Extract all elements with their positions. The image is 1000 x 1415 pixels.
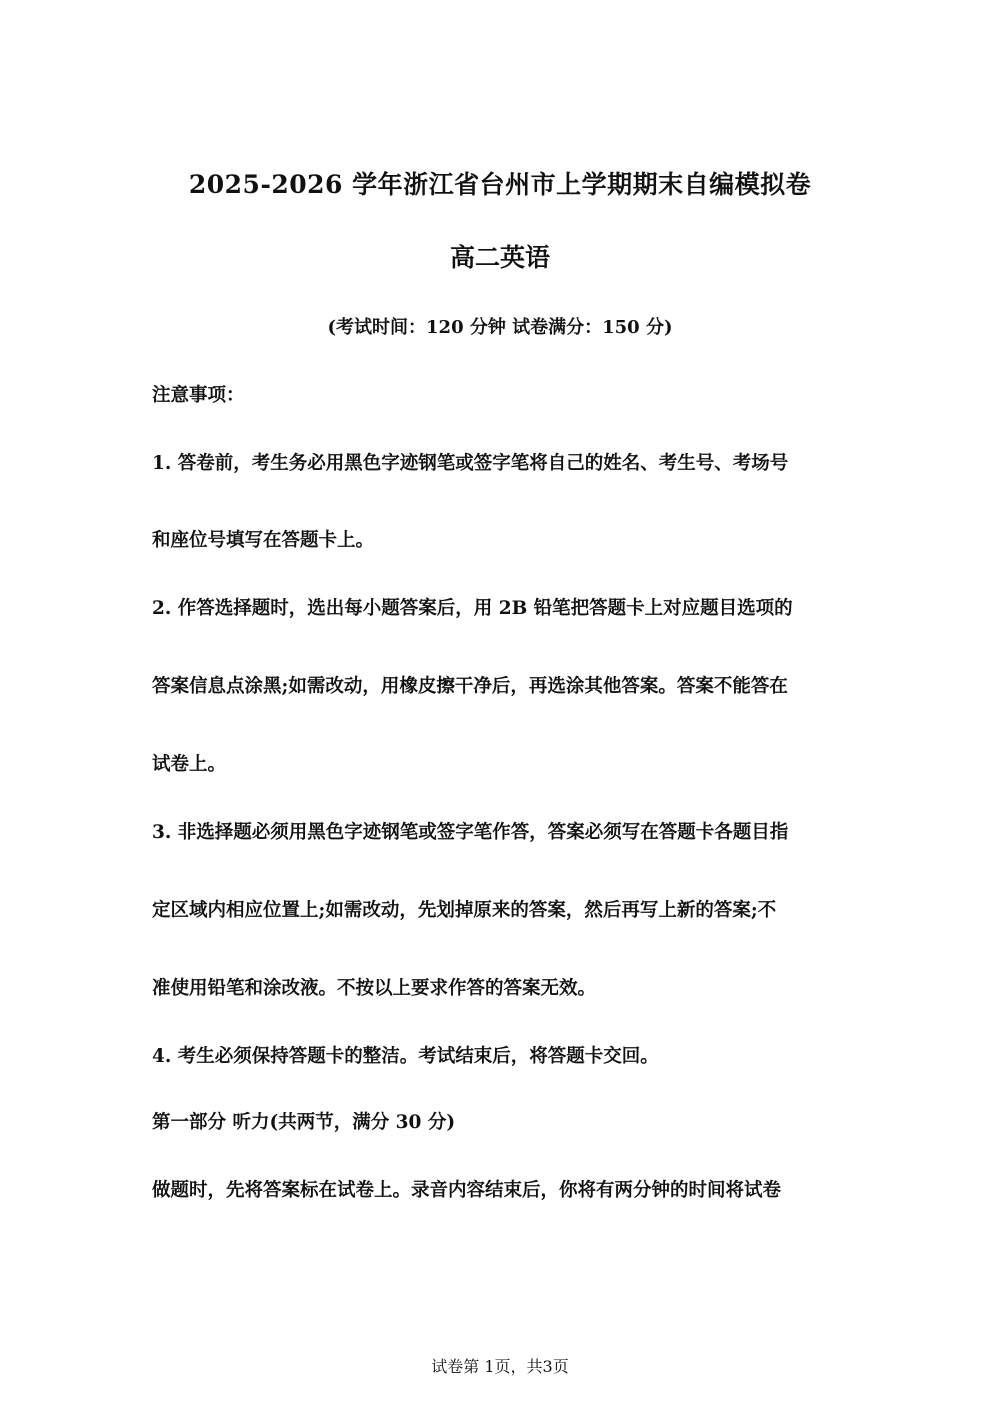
notice-line: 试卷上。	[152, 754, 227, 775]
notice-line: 2. 作答选择题时，选出每小题答案后，用 2B 铅笔把答题卡上对应题目选项的	[152, 598, 793, 619]
exam-info: (考试时间：120 分钟 试卷满分：150 分)	[327, 317, 673, 338]
notice-line: 3. 非选择题必须用黑色字迹钢笔或签字笔作答，答案必须写在答题卡各题目指	[152, 822, 789, 843]
notice-line: 准使用铅笔和涂改液。不按以上要求作答的答案无效。	[152, 978, 597, 999]
section-instruction: 做题时，先将答案标在试卷上。录音内容结束后，你将有两分钟的时间将试卷	[152, 1180, 782, 1201]
page-footer: 试卷第 1页，共3页	[431, 1357, 569, 1376]
notice-line: 1. 答卷前，考生务必用黑色字迹钢笔或签字笔将自己的姓名、考生号、考场号	[152, 453, 789, 474]
notice-line: 和座位号填写在答题卡上。	[152, 530, 375, 551]
notice-heading: 注意事项：	[152, 385, 245, 406]
notice-line: 定区域内相应位置上;如需改动，先划掉原来的答案，然后再写上新的答案;不	[152, 900, 777, 921]
exam-title: 2025-2026 学年浙江省台州市上学期期末自编模拟卷	[188, 170, 812, 199]
subject-title: 高二英语	[449, 243, 550, 272]
notice-line: 答案信息点涂黑;如需改动，用橡皮擦干净后，再选涂其他答案。答案不能答在	[152, 676, 788, 697]
section-heading: 第一部分 听力(共两节，满分 30 分)	[152, 1112, 456, 1133]
notice-line: 4. 考生必须保持答题卡的整洁。考试结束后，将答题卡交回。	[152, 1046, 659, 1067]
